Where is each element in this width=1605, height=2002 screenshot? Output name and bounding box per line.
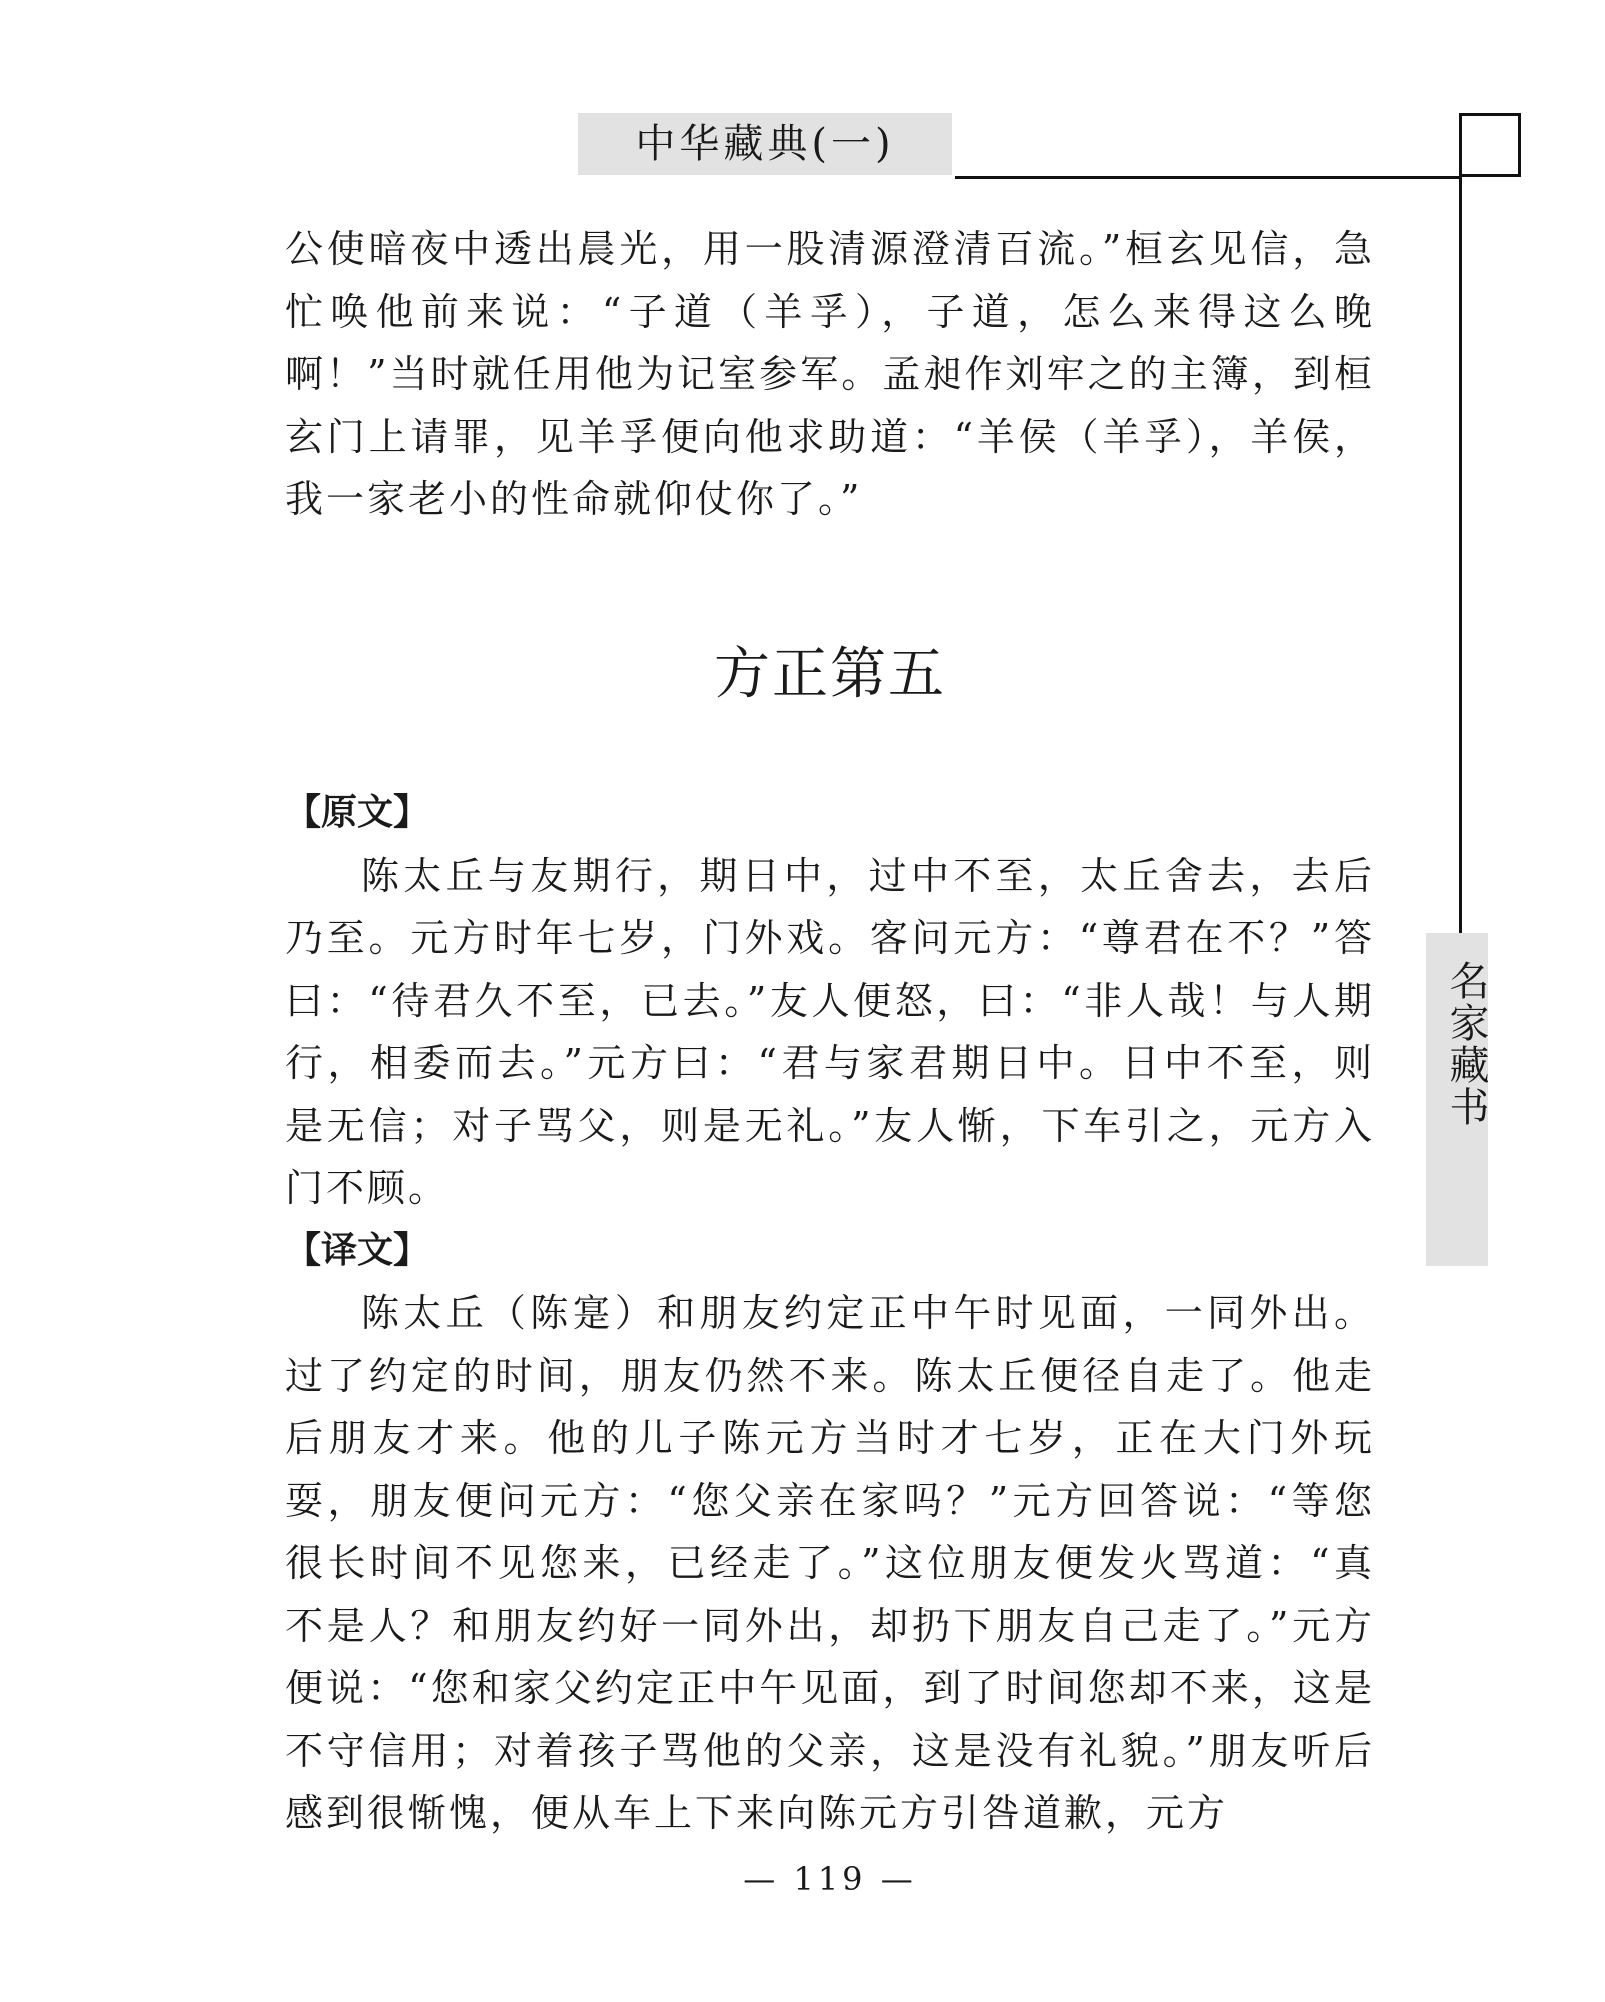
side-tab-label: 名家藏书	[1443, 960, 1489, 1128]
page-number: — 119 —	[743, 1860, 917, 1898]
original-text-label: 【原文】	[285, 792, 430, 833]
continuation-paragraph: 公使暗夜中透出晨光，用一股清源澄清百流。”桓玄见信，急忙唤他前来说：“子道（羊孚），子道，怎么来得这么晚啊！”当时就任用他为记室参军。孟昶作刘牢之的主簿，到桓玄门上请罪，见羊孚便向他求助道：“羊侯（羊孚），羊侯，我一家老小的性命就仰仗你了。”	[285, 227, 1375, 521]
translation-label: 【译文】	[285, 1229, 430, 1271]
corner-box	[1459, 113, 1521, 177]
header-rule	[955, 176, 1460, 179]
top-continuation	[285, 218, 1375, 531]
chapter-title: 方正第五	[714, 642, 946, 707]
body-sections	[285, 782, 1375, 1845]
original-text-paragraph: 陈太丘与友期行，期日中，过中不至，太丘舍去，去后乃至。元方时年七岁，门外戏。客问元方：“尊君在不？”答曰：“待君久不至，已去。”友人便怒，曰：“非人哉！与人期行，相委而去。”元方曰：“君与家君期日中。日中不至，则是无信；对子骂父，则是无礼。”友人惭，下车引之，元方入门不顾。	[285, 853, 1375, 1210]
translation-paragraph: 陈太丘（陈寔）和朋友约定正中午时见面，一同外出。过了约定的时间，朋友仍然不来。陈太丘便径自走了。他走后朋友才来。他的儿子陈元方当时才七岁，正在大门外玩耍，朋友便问元方：“您父亲在家吗？”元方回答说：“等您很长时间不见您来，已经走了。”这位朋友便发火骂道：“真不是人？和朋友约好一同外出，却扔下朋友自己走了。”元方便说：“您和家父约定正中午见面，到了时间您却不来，这是不守信用；对着孩子骂他的父亲，这是没有礼貌。”朋友听后感到很惭愧，便从车上下来向陈元方引咎道歉，元方	[285, 1291, 1375, 1835]
side-rule	[1459, 113, 1462, 933]
running-header-title: 中华藏典(一)	[635, 121, 895, 167]
